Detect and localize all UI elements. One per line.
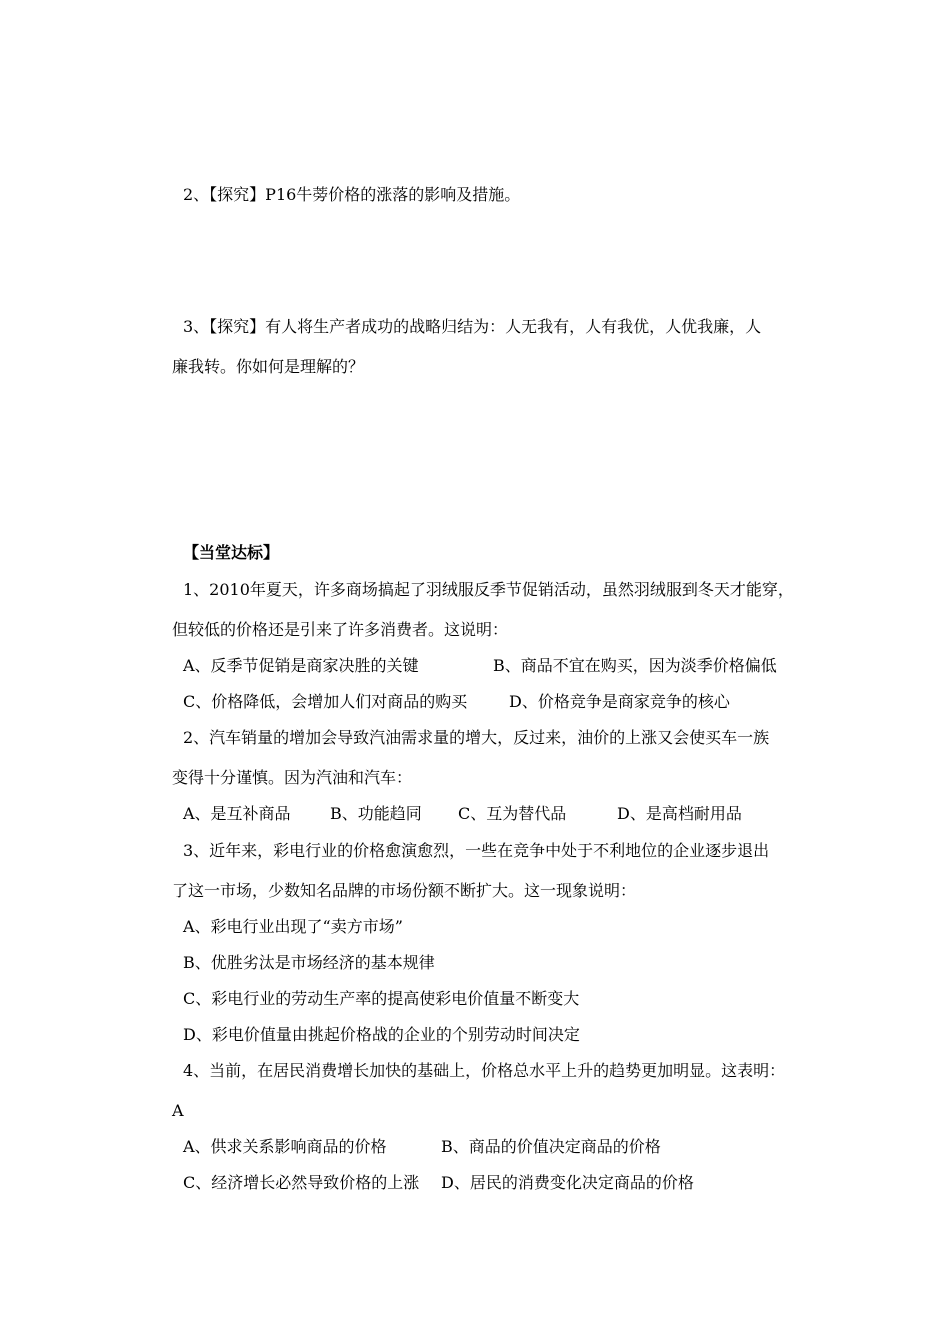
question-1-stem-line-1: 1、2010年夏天，许多商场搞起了羽绒服反季节促销活动，虽然羽绒服到冬天才能穿， (183, 580, 794, 599)
question-1-stem-line-2: 但较低的价格还是引来了许多消费者。这说明： (172, 620, 509, 639)
question-3-option-b: B、优胜劣汰是市场经济的基本规律 (183, 953, 435, 972)
question-3-option-a: A、彩电行业出现了“卖方市场” (183, 917, 403, 936)
question-2-stem-line-2: 变得十分谨慎。因为汽油和汽车： (172, 768, 413, 787)
question-4-answer: A (172, 1101, 184, 1120)
question-3-option-d: D、彩电价值量由挑起价格战的企业的个别劳动时间决定 (183, 1025, 580, 1044)
question-3-stem-line-1: 3、近年来，彩电行业的价格愈演愈烈，一些在竞争中处于不利地位的企业逐步退出 (183, 841, 770, 860)
question-1-option-c: C、价格降低，会增加人们对商品的购买 (183, 692, 468, 711)
question-1-option-a: A、反季节促销是商家决胜的关键 (183, 656, 419, 675)
section-title: 【当堂达标】 (183, 543, 280, 562)
question-4-option-a: A、供求关系影响商品的价格 (183, 1137, 387, 1156)
question-4-option-c: C、经济增长必然导致价格的上涨 (183, 1173, 420, 1192)
question-1-option-b: B、商品不宜在购买，因为淡季价格偏低 (493, 656, 777, 675)
question-2-stem-line-1: 2、汽车销量的增加会导致汽油需求量的增大，反过来，油价的上涨又会使买车一族 (183, 728, 770, 747)
explore-question-3-line-2: 廉我转。你如何是理解的？ (172, 357, 365, 376)
question-1-option-d: D、价格竞争是商家竞争的核心 (509, 692, 730, 711)
question-2-option-b: B、功能趋同 (330, 804, 422, 823)
question-4-stem-line-1: 4、当前，在居民消费增长加快的基础上，价格总水平上升的趋势更加明显。这表明： (183, 1061, 786, 1080)
question-4-option-d: D、居民的消费变化决定商品的价格 (441, 1173, 694, 1192)
question-2-option-d: D、是高档耐用品 (617, 804, 742, 823)
explore-question-3-line-1: 3、【探究】有人将生产者成功的战略归结为：人无我有，人有我优，人优我廉，人 (183, 317, 762, 336)
question-3-option-c: C、彩电行业的劳动生产率的提高使彩电价值量不断变大 (183, 989, 580, 1008)
question-2-option-a: A、是互补商品 (183, 804, 291, 823)
question-4-option-b: B、商品的价值决定商品的价格 (441, 1137, 661, 1156)
explore-question-2: 2、【探究】P16牛蒡价格的涨落的影响及措施。 (183, 185, 521, 204)
question-3-stem-line-2: 了这一市场，少数知名品牌的市场份额不断扩大。这一现象说明： (172, 881, 637, 900)
question-2-option-c: C、互为替代品 (458, 804, 567, 823)
